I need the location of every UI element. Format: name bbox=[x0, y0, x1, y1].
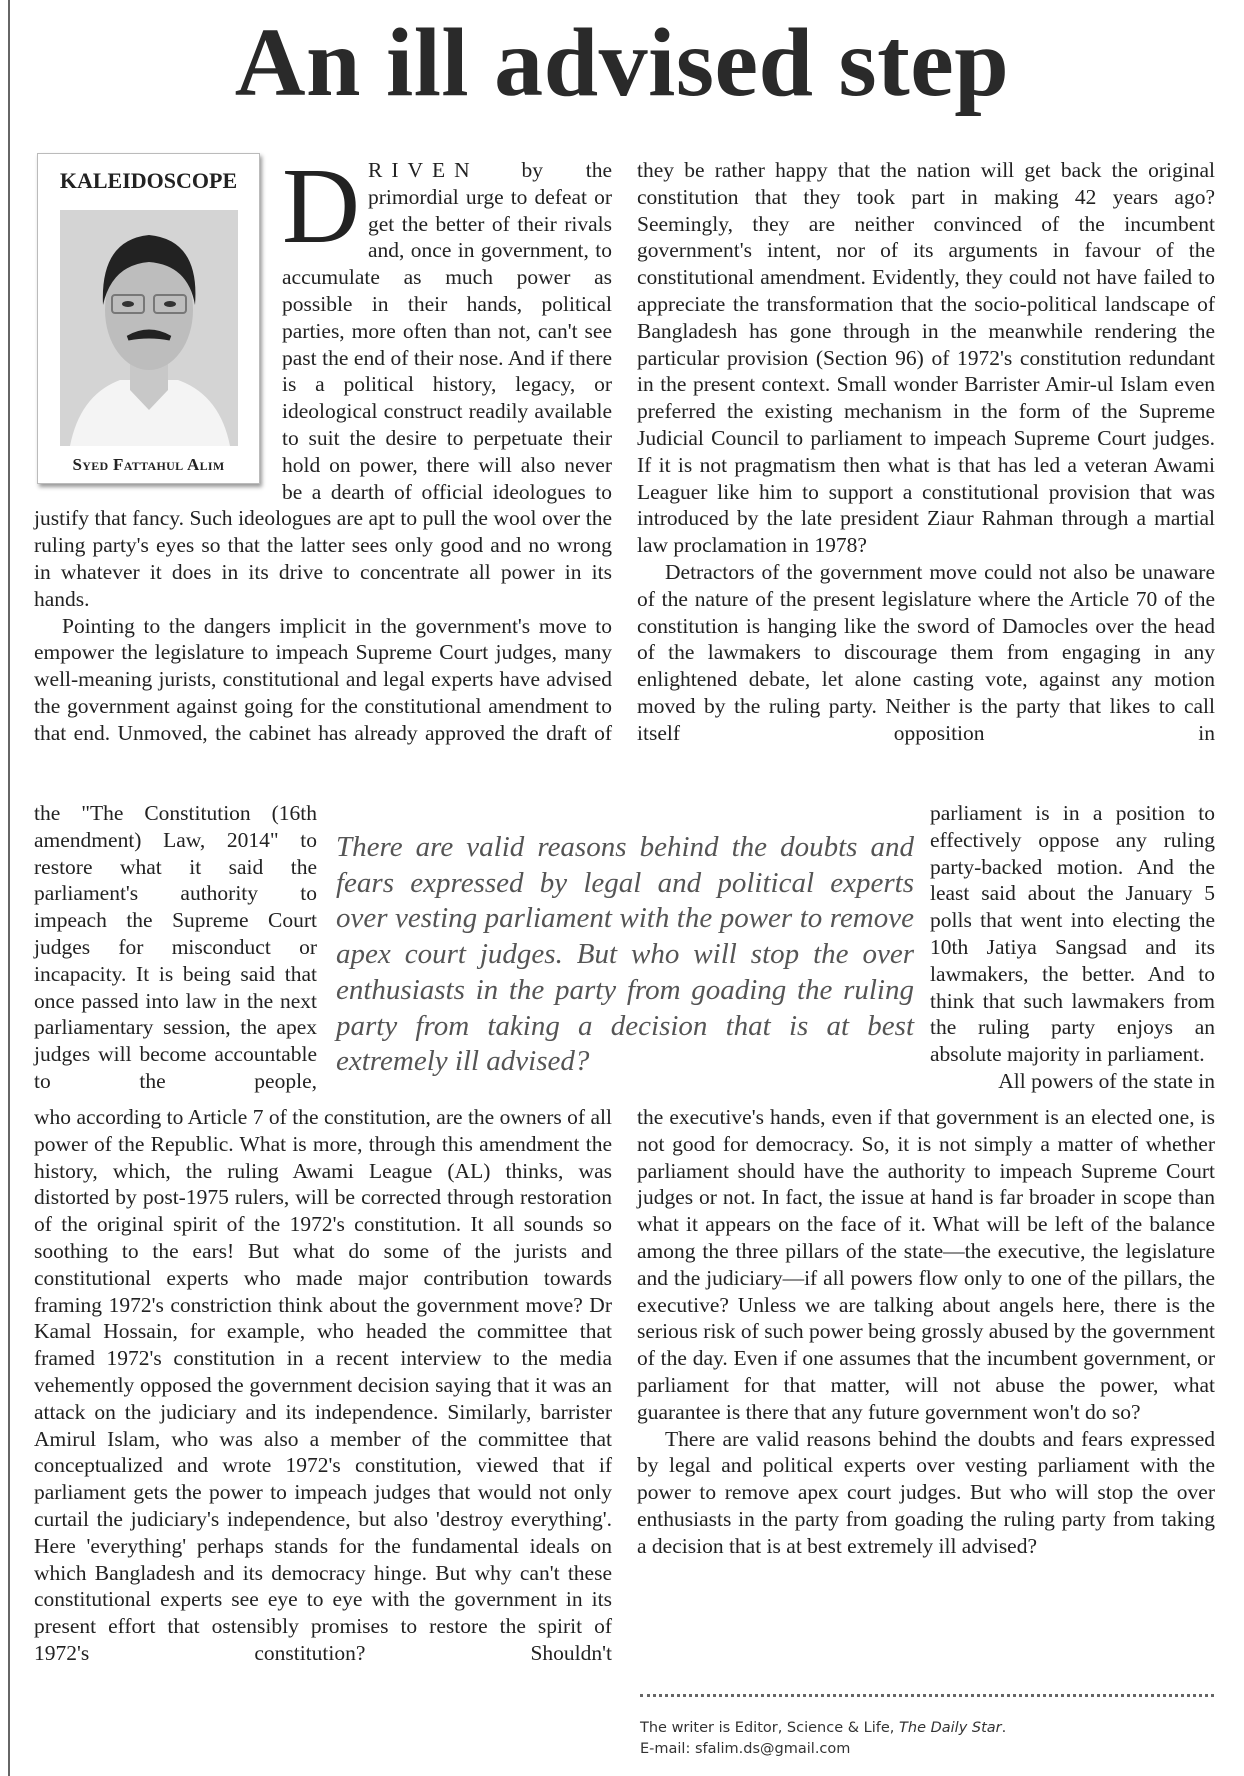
article-title: An ill advised step bbox=[234, 9, 1010, 117]
paragraph-text: by the primordial urge to defeat or get the better of their rivals and, once in government, to accumulate as much power as possible in their hands, political parties, more often than not, can't see past the end of their nose. And if there is a political history, legacy, or ideological construct readily available to suit the desire to perpetuate their hold on power, there will also never be a dearth of official ideologues to justify that fancy. Such ideologues are apt to pull the wool over the ruling party's eyes so that the latter sees only good and no wrong in whatever it does in its drive to concentrate all power in its hands. bbox=[34, 158, 612, 611]
column-1-bottom bbox=[34, 1104, 612, 1667]
column-1-narrow: the "The Constitution (16th amendment) Law, 2014" to restore what it said the parliament's authority to impeach the Supreme Court judges for misconduct or incapacity. It is being said that once passed into law in the next parliamentary session, the apex judges will become accountable to the people, bbox=[34, 801, 317, 1093]
paragraph: the executive's hands, even if that government is an elected one, is not good for democracy. So, it is not simply a matter of whether parliament should have the authority to impeach Supreme Court judges or not. In fact, the issue at hand is far broader in scope than what it appears on the face of it. What will be left of the balance among the three pillars of the state—the executive, the legislature and the judiciary—if all powers flow only to one of the pillars, the executive? Unless we are talking about angels here, there is the serious risk of such power being grossly abused by the government of the day. Even if one assumes that the incumbent government, or parliament for that matter, will not abuse the power, what guarantee is there that any future government won't do so? bbox=[637, 1105, 1216, 1424]
paragraph: they be rather happy that the nation will get back the original constitution that they took part in making 42 years ago? Seemingly, they are neither convinced of the incumbent government's intent, nor of its arguments in favour of the constitutional amendment. Evidently, they could not have failed to appreciate the transformation that the socio-political landscape of Bangladesh has gone through in the meanwhile rendering the particular provision (Section 96) of 1972's constitution redundant in the present context. Small wonder Barrister Amir-ul Islam even preferred the existing mechanism in the form of the Supreme Judicial Council to parliament to impeach Supreme Court judges. If it is not pragmatism then what is that has led a veteran Awami Leaguer like him to support a constitutional provision that was introduced by the late president Ziaur Rahman through a martial law proclamation in 1978? bbox=[637, 158, 1215, 558]
column-label: KALEIDOSCOPE bbox=[59, 168, 238, 193]
pull-quote: There are valid reasons behind the doubts and fears expressed by legal and political experts over vesting parliament with the power to remove apex court judges. But who will stop the over enthusiasts in the party from goading the ruling party from taking a decision that is at best extremely ill advised? bbox=[336, 831, 914, 1078]
column-2-top bbox=[637, 157, 1215, 747]
author-email: E-mail: sfalim.ds@gmail.com bbox=[640, 1741, 851, 1757]
footer-period: . bbox=[1001, 1720, 1007, 1736]
column-2-narrow bbox=[930, 800, 1215, 1095]
author-box bbox=[37, 153, 260, 484]
dotted-divider bbox=[640, 1694, 1214, 1697]
author-photo bbox=[60, 210, 238, 446]
column-rule bbox=[8, 0, 10, 1776]
author-name: Syed Fattahul Alim bbox=[72, 455, 225, 474]
column-1-top bbox=[34, 147, 612, 747]
lead-word: RIVEN bbox=[368, 158, 479, 182]
paragraph: Detractors of the government move could not also be unaware of the nature of the present legislature where the Article 70 of the constitution is hanging like the sword of Damocles over the head of the lawmakers to discourage them from engaging in any enlightened debate, let alone casting vote, against any motion moved by the ruling party. Neither is the party that likes to call itself opposition in bbox=[637, 559, 1215, 745]
publication-name: The Daily Star bbox=[899, 1720, 1002, 1736]
author-footer bbox=[640, 1718, 1006, 1760]
paragraph: Pointing to the dangers implicit in the government's move to empower the legislature to impeach Supreme Court judges, many well-meaning jurists, constitutional and legal experts have advised the government against going for the constitutional amendment to that end. Unmoved, the cabinet has already approved the draft of bbox=[34, 613, 612, 745]
drop-cap: D bbox=[282, 147, 360, 266]
footer-text: The writer is Editor, Science & Life, bbox=[640, 1720, 900, 1736]
column-2-bottom bbox=[637, 1104, 1215, 1560]
paragraph: All powers of the state in bbox=[998, 1068, 1215, 1093]
paragraph: who according to Article 7 of the constitution, are the owners of all power of the Republic. What is more, through this amendment the history, which, the ruling Awami League (AL) thinks, was distorted by post-1975 rulers, will be corrected through restoration of the original spirit of the 1972's constitution. It all sounds so soothing to the ears! But what do some of the jurists and constitutional experts who made major contribution towards framing 1972's constriction think about the government move? Dr Kamal Hossain, for example, who headed the committee that framed 1972's constitution in a recent interview to the media vehemently opposed the government decision saying that it was an attack on the judiciary and its independence. Similarly, barrister Amirul Islam, who was also a member of the committee that conceptualized and wrote 1972's constitution, viewed that if parliament gets the power to impeach judges that would not only curtail the judiciary's independence, but also 'destroy everything'. Here 'everything' perhaps stands for the fundamental ideals on which Bangladesh and its democracy hinge. But why can't these constitutional experts see eye to eye with the government in its present effort that ostensibly promises to restore the spirit of 1972's constitution? Shouldn't bbox=[34, 1105, 612, 1665]
paragraph: parliament is in a position to effectively oppose any ruling party-backed motion. And the least said about the January 5 polls that went into electing the 10th Jatiya Sangsad and its lawmakers, the better. And to think that such lawmakers from the ruling party enjoys an absolute majority in parliament. bbox=[930, 801, 1215, 1067]
paragraph: There are valid reasons behind the doubts and fears expressed by legal and political experts over vesting parliament with the power to remove apex court judges. But who will stop the over enthusiasts in the party from goading the ruling party from taking a decision that is at best extremely ill advised? bbox=[637, 1426, 1215, 1558]
